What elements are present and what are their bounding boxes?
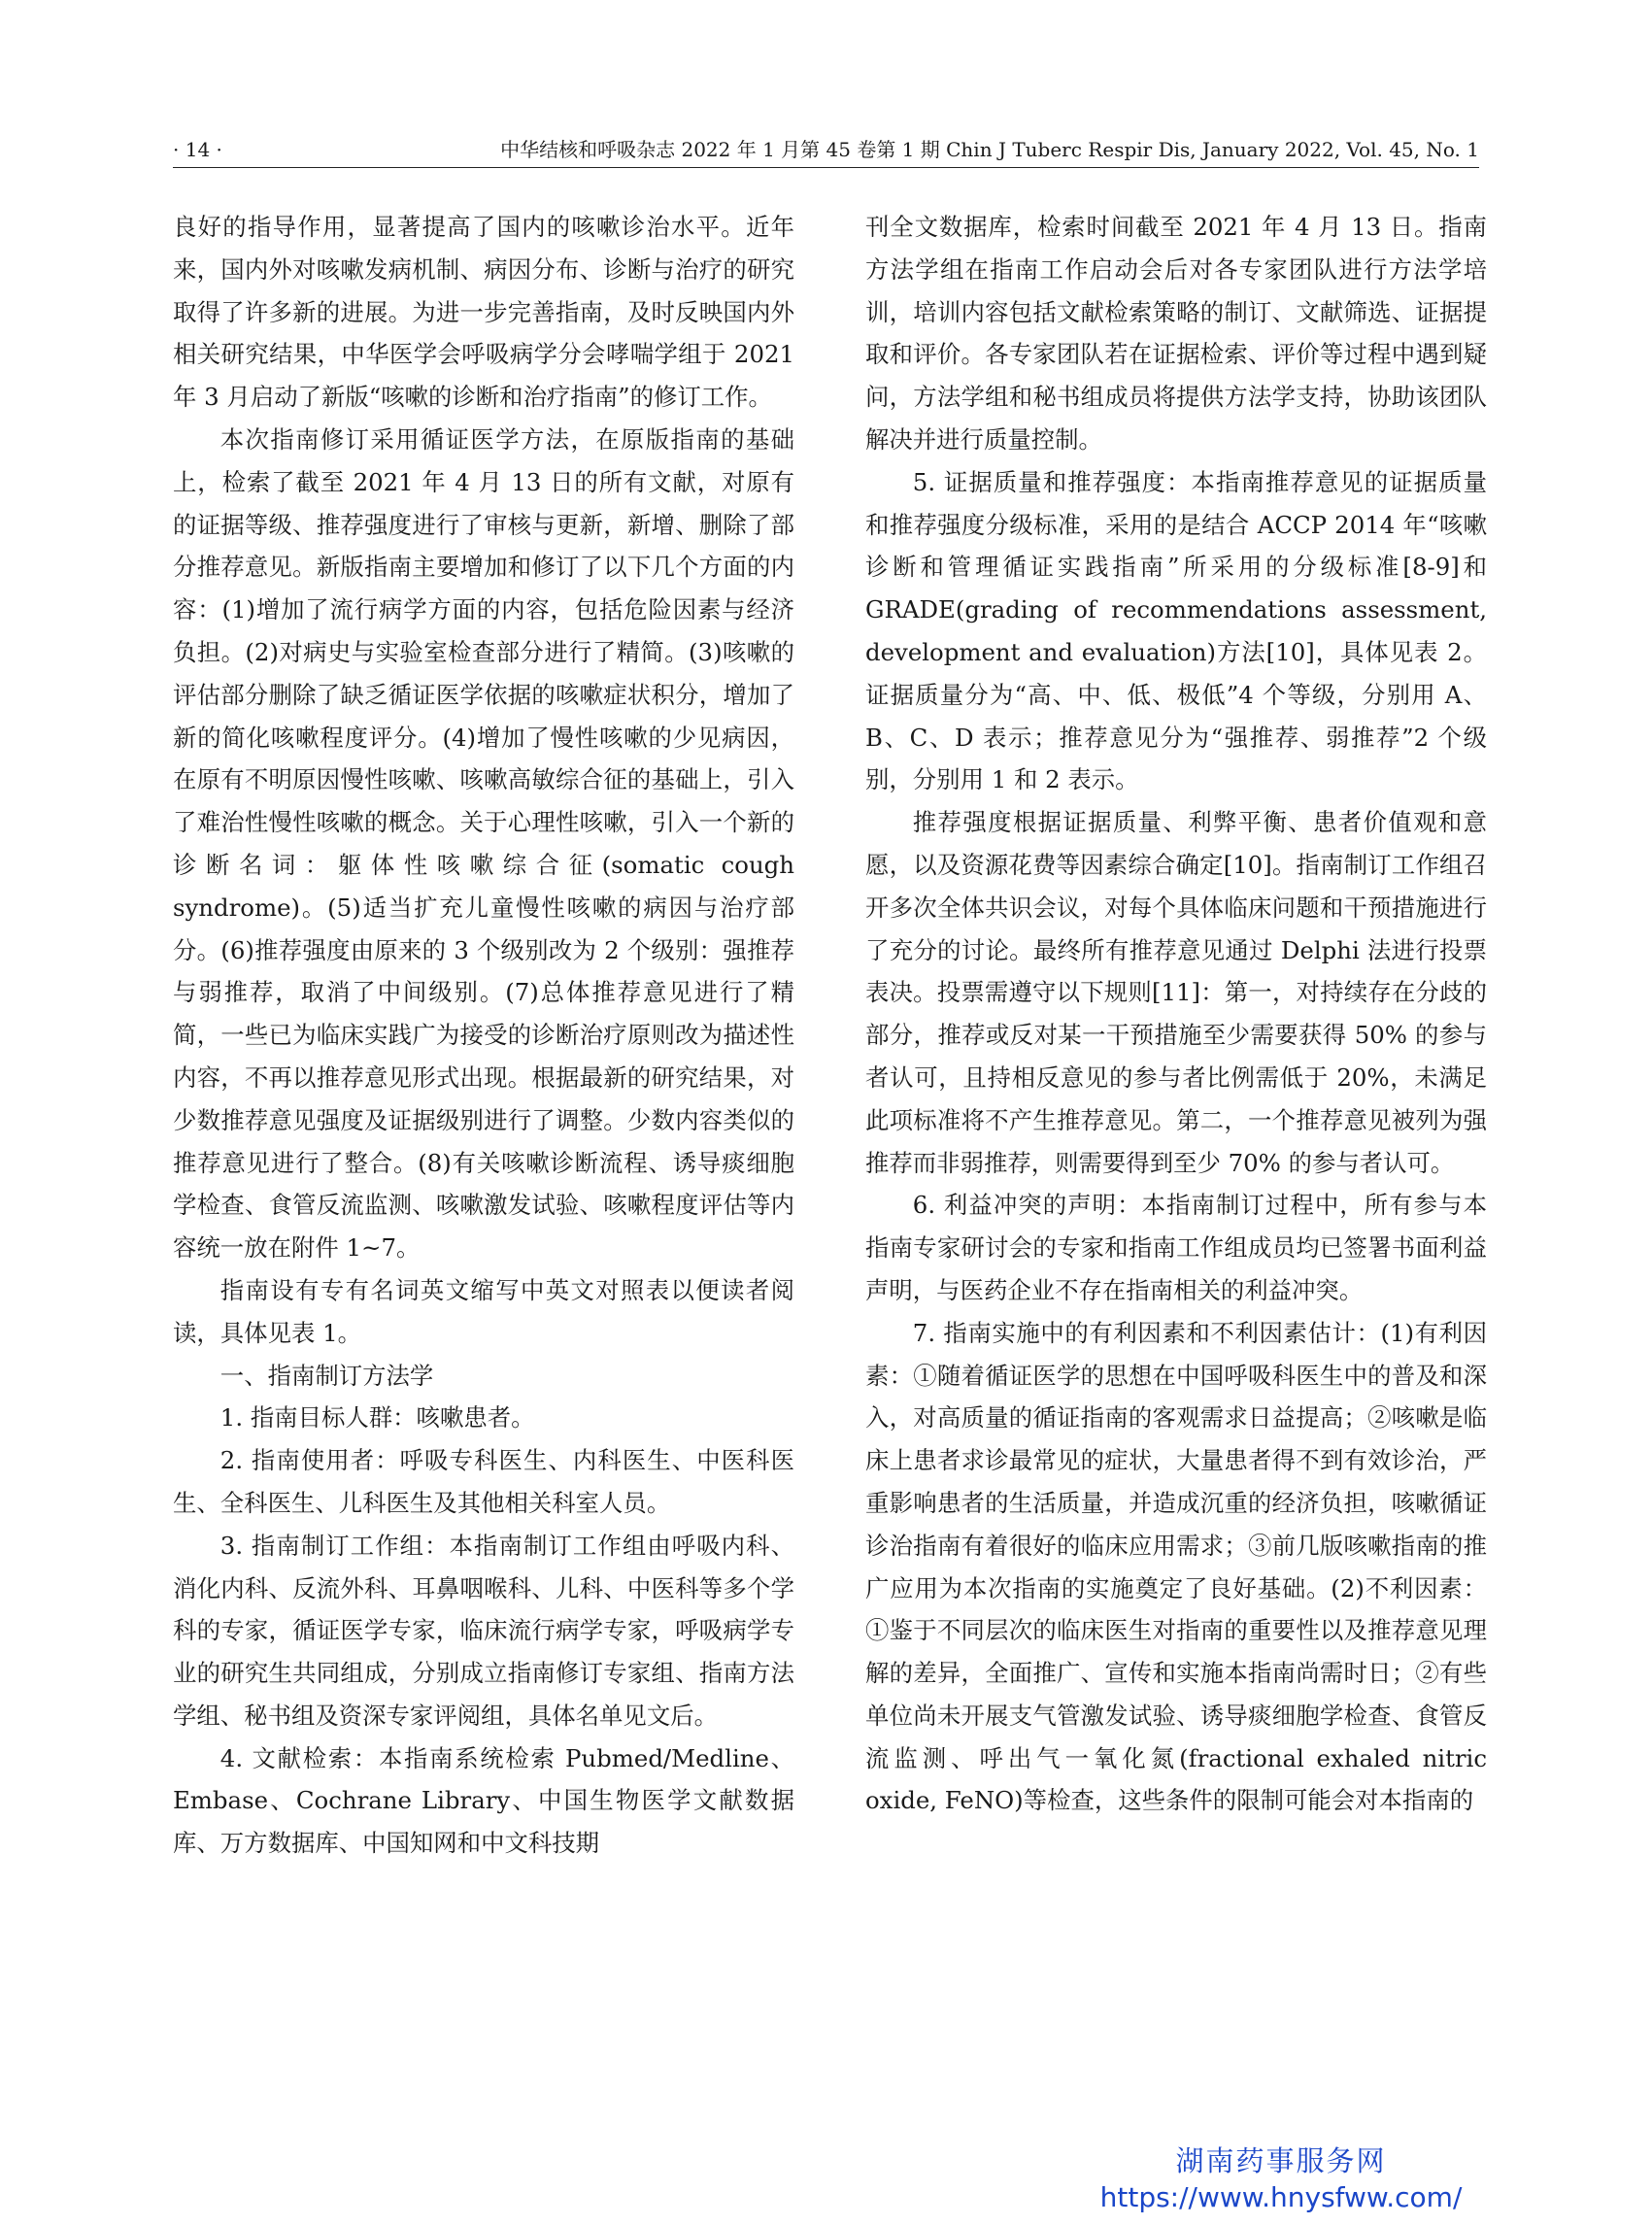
paragraph: 1. 指南目标人群：咳嗽患者。 bbox=[219, 1403, 535, 1433]
running-header bbox=[173, 134, 1479, 168]
paragraph: 3. 指南制订工作组：本指南制订工作组由呼吸内科、消化内科、反流外科、耳鼻咽喉科、儿科、中医科等多个学科的专家，循证医学专家，临床流行病学专家，呼吸病学专业的研究生共同组成，分别成立指南修订专家组、指南方法学组、秘书组及资深专家评阅组，具体名单见文后。 bbox=[173, 1531, 794, 1730]
section-heading: 一、指南制订方法学 bbox=[219, 1361, 434, 1390]
page-number: · 14 · bbox=[173, 138, 222, 161]
watermark bbox=[1077, 2141, 1485, 2215]
paragraph: 推荐强度根据证据质量、利弊平衡、患者价值观和意愿，以及资源花费等因素综合确定[10]。指南制订工作组召开多次全体共识会议，对每个具体临床问题和干预措施进行了充分的讨论。最终所有推荐意见通过 Delphi 法进行投票表决。投票需遵守以下规则[11]：第一，对持续存在分歧的部分，推荐或反对某一干预措施至少需要获得 50% 的参与者认可，且持相反意见的参与者比例需低于 20%，未满足此项标准将不产生推荐意见。第二，一个推荐意见被列为强推荐而非弱推荐，则需要得到至少 70% 的参与者认可。 bbox=[865, 808, 1487, 1177]
paragraph: 良好的指导作用，显著提高了国内的咳嗽诊治水平。近年来，国内外对咳嗽发病机制、病因分布、诊断与治疗的研究取得了许多新的进展。为进一步完善指南，及时反映国内外相关研究结果，中华医学会呼吸病学分会哮喘学组于 2021 年 3 月启动了新版“咳嗽的诊断和治疗指南”的修订工作。 bbox=[173, 213, 794, 412]
watermark-url[interactable]: https://www.hnysfww.com/ bbox=[1099, 2181, 1463, 2213]
paragraph: 本次指南修订采用循证医学方法，在原版指南的基础上，检索了截至 2021 年 4 月 13 日的所有文献，对原有的证据等级、推荐强度进行了审核与更新，新增、删除了部分推荐意见。新版指南主要增加和修订了以下几个方面的内容：(1)增加了流行病学方面的内容，包括危险因素与经济负担。(2)对病史与实验室检查部分进行了精简。(3)咳嗽的评估部分删除了缺乏循证医学依据的咳嗽症状积分，增加了新的简化咳嗽程度评分。(4)增加了慢性咳嗽的少见病因，在原有不明原因慢性咳嗽、咳嗽高敏综合征的基础上，引入了难治性慢性咳嗽的概念。关于心理性咳嗽，引入一个新的诊断名词：躯体性咳嗽综合征(somatic cough syndrome)。(5)适当扩充儿童慢性咳嗽的病因与治疗部分。(6)推荐强度由原来的 3 个级别改为 2 个级别：强推荐与弱推荐，取消了中间级别。(7)总体推荐意见进行了精简，一些已为临床实践广为接受的诊断治疗原则改为描述性内容，不再以推荐意见形式出现。根据最新的研究结果，对少数推荐意见强度及证据级别进行了调整。少数内容类似的推荐意见进行了整合。(8)有关咳嗽诊断流程、诱导痰细胞学检查、食管反流监测、咳嗽激发试验、咳嗽程度评估等内容统一放在附件 1~7。 bbox=[173, 424, 794, 1263]
paragraph: 7. 指南实施中的有利因素和不利因素估计：(1)有利因素：①随着循证医学的思想在中国呼吸科医生中的普及和深入，对高质量的循证指南的客观需求日益提高；②咳嗽是临床上患者求诊最常见的症状，大量患者得不到有效诊治，严重影响患者的生活质量，并造成沉重的经济负担，咳嗽循证诊治指南有着很好的临床应用需求；③前几版咳嗽指南的推广应用为本次指南的实施奠定了良好基础。(2)不利因素：①鉴于不同层次的临床医生对指南的重要性以及推荐意见理解的差异，全面推广、宣传和实施本指南尚需时日；②有些单位尚未开展支气管激发试验、诱导痰细胞学检查、食管反流监测、呼出气一氧化氮(fractional exhaled nitric oxide, FeNO)等检查，这些条件的限制可能会对本指南的 bbox=[865, 1318, 1487, 1815]
journal-citation: 中华结核和呼吸杂志 2022 年 1 月第 45 卷第 1 期 Chin J Tuberc Respir Dis, January 2022, Vol. 45, No. 1 bbox=[500, 138, 1479, 161]
paragraph: 2. 指南使用者：呼吸专科医生、内科医生、中医科医生、全科医生、儿科医生及其他相关科室人员。 bbox=[173, 1446, 794, 1517]
paragraph: 刊全文数据库，检索时间截至 2021 年 4 月 13 日。指南方法学组在指南工作启动会后对各专家团队进行方法学培训，培训内容包括文献检索策略的制订、文献筛选、证据提取和评价。各专家团队若在证据检索、评价等过程中遇到疑问，方法学组和秘书组成员将提供方法学支持，协助该团队解决并进行质量控制。 bbox=[865, 213, 1487, 454]
paragraph: 5. 证据质量和推荐强度：本指南推荐意见的证据质量和推荐强度分级标准，采用的是结合 ACCP 2014 年“咳嗽诊断和管理循证实践指南”所采用的分级标准[8-9]和 GRADE(grading of recommendations assessment, development and evaluation)方法[10]，具体见表 2。证据质量分为“高、中、低、极低”4 个等级，分别用 A、B、C、D 表示；推荐意见分为“强推荐、弱推荐”2 个级别，分别用 1 和 2 表示。 bbox=[865, 467, 1487, 794]
watermark-site-name: 湖南药事服务网 bbox=[1175, 2144, 1387, 2177]
paragraph: 4. 文献检索：本指南系统检索 Pubmed/Medline、Embase、Cochrane Library、中国生物医学文献数据库、万方数据库、中国知网和中文科技期 bbox=[173, 1743, 794, 1858]
right-column bbox=[865, 206, 1487, 1822]
paragraph: 指南设有专有名词英文缩写中英文对照表以便读者阅读，具体见表 1。 bbox=[173, 1275, 794, 1347]
left-column bbox=[173, 206, 794, 1865]
paragraph: 6. 利益冲突的声明：本指南制订过程中，所有参与本指南专家研讨会的专家和指南工作组成员均已签署书面利益声明，与医药企业不存在指南相关的利益冲突。 bbox=[865, 1191, 1487, 1304]
